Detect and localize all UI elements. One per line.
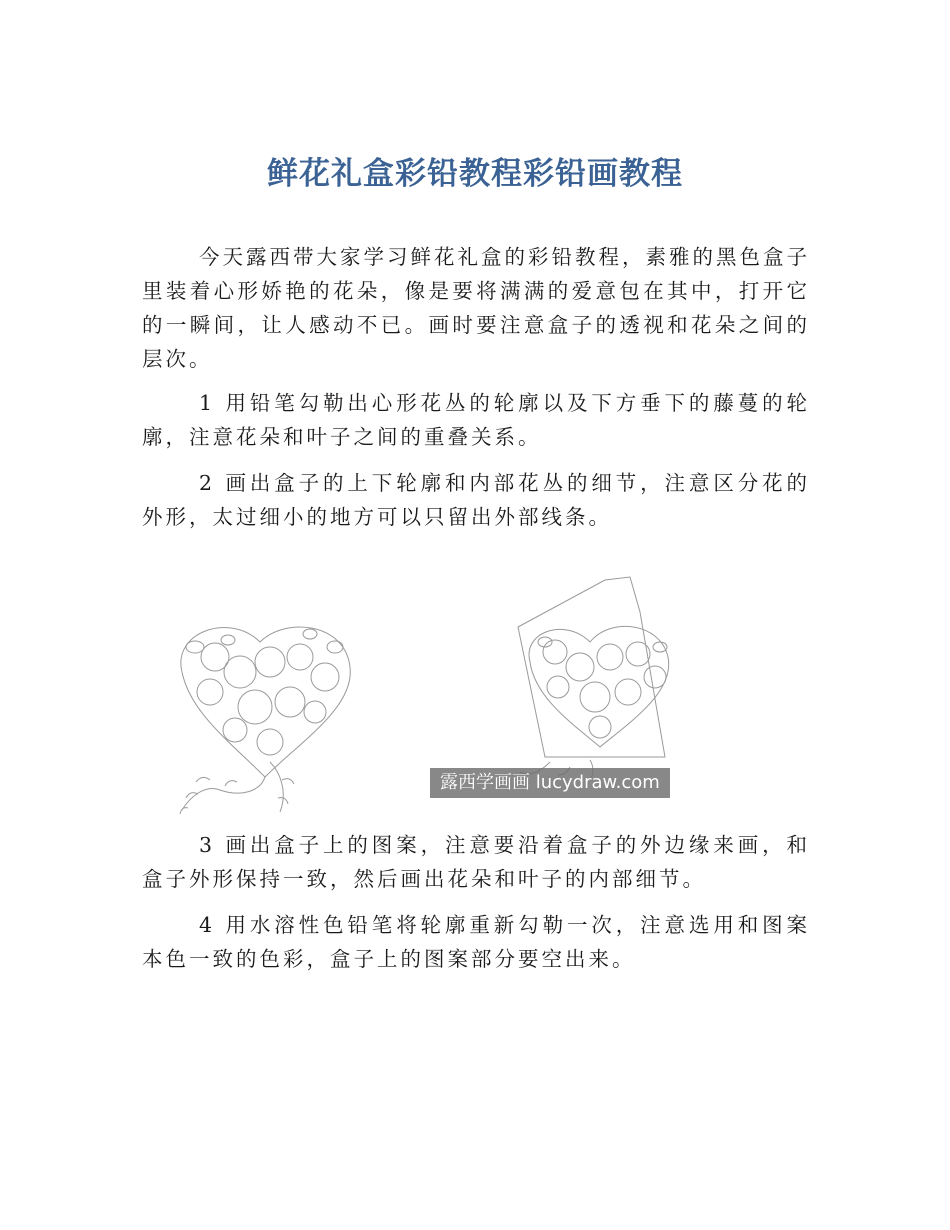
heart-flower-sketch — [170, 612, 390, 842]
step-3-paragraph: 3 画出盒子上的图案，注意要沿着盒子的外边缘来画，和盒子外形保持一致，然后画出花朵和叶子的内部细节。 — [142, 833, 810, 891]
watermark-text: 露西学画画 lucydraw.com — [430, 768, 670, 798]
step-2-paragraph: 2 画出盒子的上下轮廓和内部花丛的细节，注意区分花的外形，太过细小的地方可以只留出外部线条。 — [142, 471, 810, 529]
tutorial-figure — [150, 572, 810, 812]
step-1-paragraph: 1 用铅笔勾勒出心形花丛的轮廓以及下方垂下的藤蔓的轮廓，注意花朵和叶子之间的重叠关系。 — [142, 391, 810, 449]
page-title: 鲜花礼盒彩铅教程彩铅画教程 — [267, 156, 683, 192]
step-4-paragraph: 4 用水溶性色铅笔将轮廓重新勾勒一次，注意选用和图案本色一致的色彩，盒子上的图案部分要空出来。 — [142, 913, 810, 971]
intro-paragraph: 今天露西带大家学习鲜花礼盒的彩铅教程，素雅的黑色盒子里装着心形娇艳的花朵，像是要将满满的爱意包在其中，打开它的一瞬间，让人感动不已。画时要注意盒子的透视和花朵之间的层次。 — [142, 245, 810, 371]
